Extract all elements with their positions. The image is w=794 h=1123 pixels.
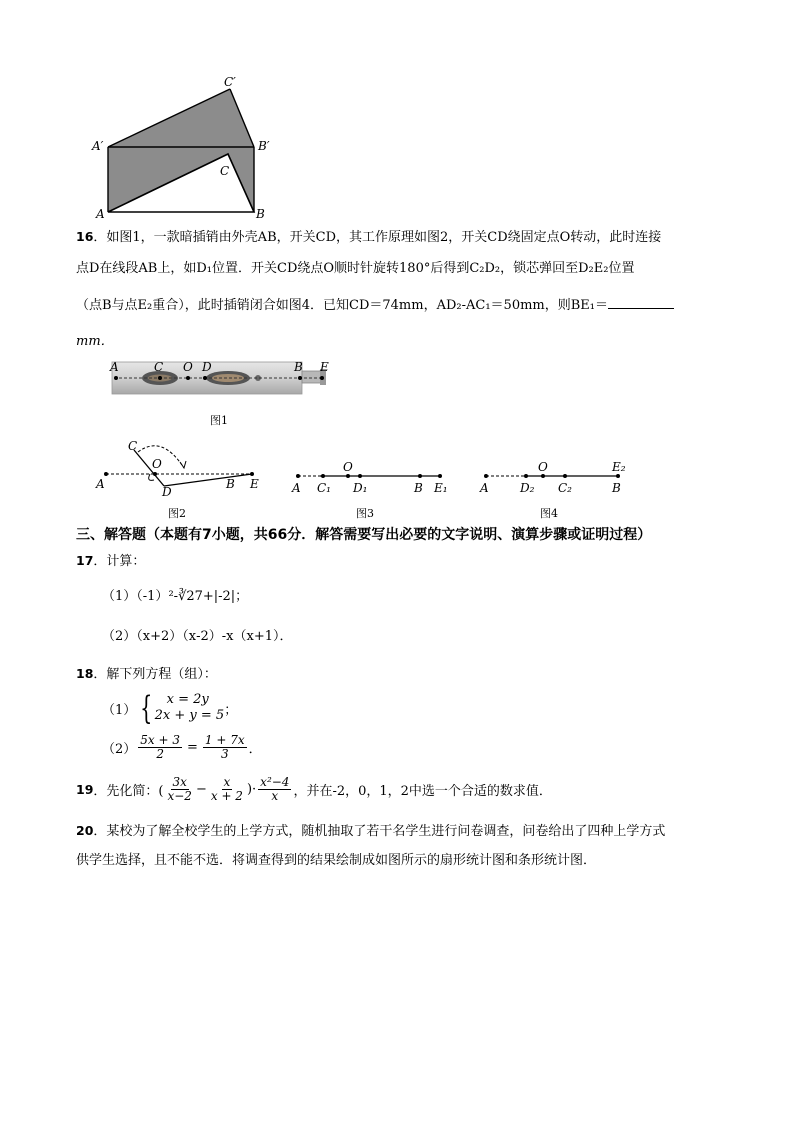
fig3-label-c1: C₁ — [317, 481, 331, 495]
q18-stem-text: ．解下列方程（组）： — [93, 667, 217, 682]
q17-part2: （2）（x+2）（x‑2）‑x（x+1）． — [102, 629, 293, 644]
system-brace: { — [140, 689, 153, 727]
fig4-caption: 图4 — [540, 507, 558, 520]
q20-line1 — [76, 822, 665, 841]
fig2-label-c: C — [128, 439, 138, 453]
top-geometry-figure — [88, 72, 288, 224]
q19-number: 19 — [76, 782, 94, 797]
fig1-label-d: D — [202, 360, 212, 374]
q17-part1-prefix: （1）（‑1） — [102, 589, 169, 604]
fig3-label-e1: E₁ — [434, 481, 448, 495]
q18-part2-end: ． — [248, 742, 262, 757]
fig2-label-o: O — [152, 457, 162, 471]
q20-line2: 供学生选择，且不能不选．将调查得到的结果绘制成如图所示的扇形统计图和条形统计图． — [76, 853, 597, 868]
fig2-caption: 图2 — [168, 507, 186, 520]
q18-part2-label: （2） — [102, 742, 137, 757]
figure-1-bolt-photo — [108, 358, 338, 400]
q18-number: 18 — [76, 666, 94, 681]
q17-stem-text: ．计算： — [93, 554, 146, 569]
q17-number: 17 — [76, 553, 94, 568]
section-3-heading: 三、解答题（本题有7小题，共66分．解答需要写出必要的文字说明、演算步骤或证明过程） — [76, 527, 652, 543]
q19-fraction-1: $\frac{3x}{x-2}$ — [167, 775, 192, 803]
fig1-label-o: O — [183, 360, 193, 374]
fig1-label-b: B — [294, 360, 303, 374]
q20-text-1: ．某校为了解全校学生的上学方式，随机抽取了若干名学生进行问卷调查，问卷给出了四种上学方式 — [93, 824, 666, 839]
q18-part1-end: ； — [224, 702, 238, 718]
answer-blank[interactable] — [608, 296, 674, 309]
label-c-prime: C′ — [224, 75, 236, 89]
q19-minus: − — [195, 782, 207, 797]
fig3-label-o: O — [343, 460, 353, 474]
fig4-label-b: B — [612, 481, 621, 495]
equals-sign: = — [187, 740, 198, 755]
fig4-label-d2: D₂ — [520, 481, 535, 495]
q16-number: 16 — [76, 229, 94, 244]
fig1-label-c: C — [154, 360, 164, 374]
system-eq-1: x = 2y — [166, 692, 209, 707]
fig2-label-b: B — [226, 477, 235, 491]
fig4-label-a: A — [480, 481, 489, 495]
q16-line4: mm． — [76, 334, 114, 349]
label-a: A — [96, 207, 105, 221]
fig3-label-b: B — [414, 481, 423, 495]
q17-stem — [76, 552, 145, 571]
fig2-label-e: E — [250, 477, 259, 491]
fig1-label-a: A — [110, 360, 119, 374]
q18-part2 — [102, 734, 262, 761]
q16-line3 — [76, 296, 674, 315]
q16-text-1: ．如图1，一款暗插销由外壳AB，开关CD，其工作原理如图2，开关CD绕固定点O转动，此时连接 — [93, 230, 662, 245]
q16-line2: 点D在线段AB上，如D₁位置．开关CD绕点O顺时针旋转180°后得到C₂D₂，锁芯弹回至D₂E₂位置 — [76, 261, 635, 276]
q16-line1 — [76, 228, 661, 247]
fraction-rhs: $\frac{1 + 7x}{3}$ — [204, 733, 245, 761]
q19-fraction-3: $\frac{\text{x²−4}}{x}$ — [260, 775, 290, 803]
fig3-caption: 图3 — [356, 507, 374, 520]
figure-2 — [92, 438, 272, 498]
fraction-lhs: $\frac{5x + 3}{2}$ — [140, 733, 181, 761]
label-b-prime: B′ — [258, 139, 270, 153]
q18-stem — [76, 665, 217, 684]
q18-part1-label: （1） — [102, 702, 137, 718]
fig2-label-d: D — [162, 485, 172, 498]
fig3-label-a: A — [292, 481, 301, 495]
q20-number: 20 — [76, 823, 94, 838]
label-c: C — [220, 164, 230, 178]
q19-line — [76, 776, 552, 803]
fig1-caption: 图1 — [210, 414, 228, 427]
figure-3 — [290, 458, 455, 500]
system-eq-2: 2x + y = 5 — [154, 708, 225, 723]
q19-prefix: ．先化简：( — [93, 784, 164, 799]
q17-part1 — [102, 588, 248, 606]
q19-fraction-2: $\frac{x}{x + 2}$ — [210, 775, 243, 803]
fig1-label-e: E — [320, 360, 329, 374]
equation-system — [155, 692, 225, 724]
label-a-prime: A′ — [92, 139, 104, 153]
q19-close: )· — [246, 782, 257, 797]
fig4-label-o: O — [538, 460, 548, 474]
figure-4 — [478, 458, 638, 500]
fig3-label-d1: D₁ — [353, 481, 368, 495]
q16-text-3: （点B与点E₂重合），此时插销闭合如图4．已知CD＝74mm，AD₂‑AC₁＝50mm，则BE₁＝ — [76, 298, 609, 313]
q19-suffix: ，并在‑2，0，1，2中选一个合适的数求值． — [293, 784, 552, 799]
fig4-label-e2: E₂ — [612, 460, 626, 474]
label-b: B — [256, 207, 265, 221]
q18-part1 — [102, 689, 238, 727]
fig2-label-a: A — [96, 477, 105, 491]
q17-part1-math: ²‑∛27+|‑2|； — [168, 589, 249, 604]
fig4-label-c2: C₂ — [558, 481, 572, 495]
